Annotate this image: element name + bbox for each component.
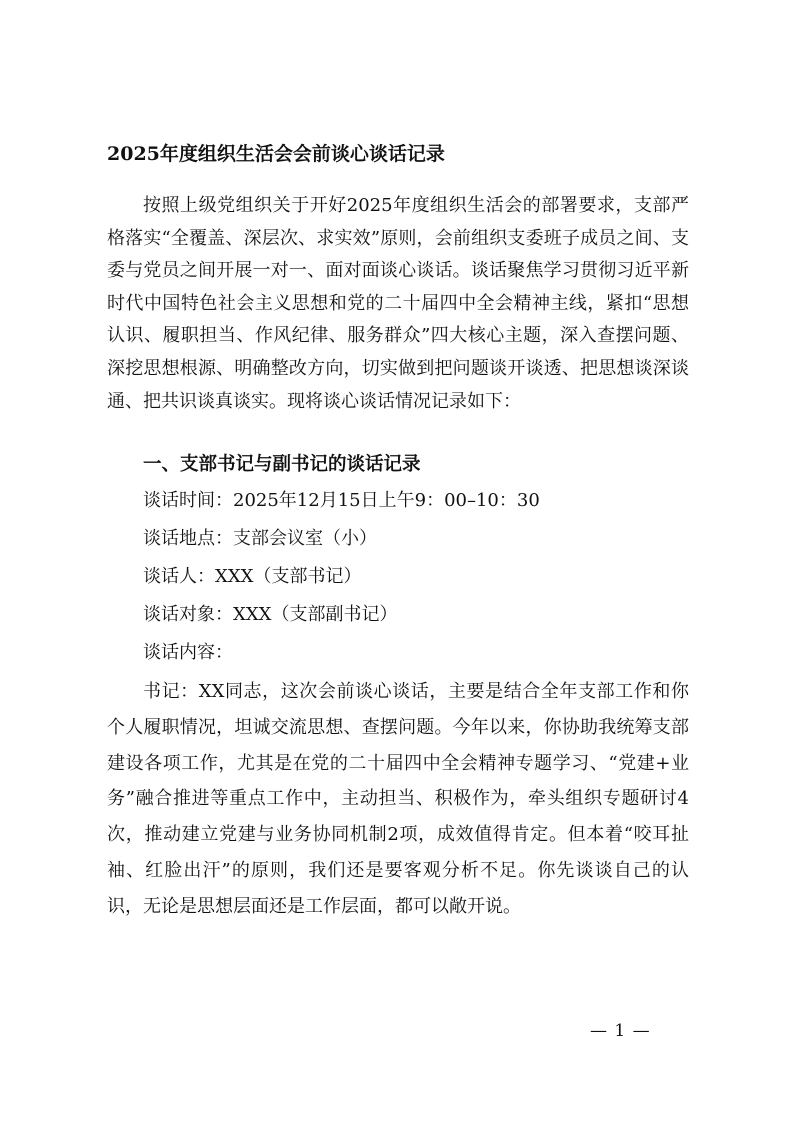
talk-content-label: 谈话内容： [143, 642, 233, 663]
page-number: — 1 — [590, 1021, 651, 1041]
secretary-speech: 书记：XX同志，这次会前谈心谈话，主要是结合全年支部工作和你个人履职情况，坦诚交流思想、查摆问题。今年以来，你协助我统筹支部建设各项工作，尤其是在党的二十届四中全会精神专题学习、“党建+业务”融合推进等重点工作中，主动担当、积极作为，牵头组织专题研讨4次，推动建立党建与业务协同机制2项，成效值得肯定。但本着“咬耳扯袖、红脸出汗”的原则，我们还是要客观分析不足。你先谈谈自己的认识，无论是思想层面还是工作层面，都可以敞开说。 [107, 681, 689, 917]
talk-target: 谈话对象：XXX（支部副书记） [143, 604, 398, 625]
talk-speaker: 谈话人：XXX（支部书记） [143, 566, 362, 587]
talk-place: 谈话地点：支部会议室（小） [143, 528, 377, 549]
talk-time: 谈话时间：2025年12月15日上午9：00–10：30 [143, 490, 540, 511]
document-title: 2025年度组织生活会会前谈心谈话记录 [107, 143, 445, 165]
intro-paragraph: 按照上级党组织关于开好2025年度组织生活会的部署要求，支部严格落实“全覆盖、深层次、求实效”原则，会前组织支委班子成员之间、支委与党员之间开展一对一、面对面谈心谈话。谈话聚焦学习贯彻习近平新时代中国特色社会主义思想和党的二十届四中全会精神主线，紧扣“思想认识、履职担当、作风纪律、服务群众”四大核心主题，深入查摆问题、深挖思想根源、明确整改方向，切实做到把问题谈开谈透、把思想谈深谈通、把共识谈真谈实。现将谈心谈话情况记录如下： [107, 195, 689, 412]
section-heading: 一、支部书记与副书记的谈话记录 [143, 454, 421, 475]
